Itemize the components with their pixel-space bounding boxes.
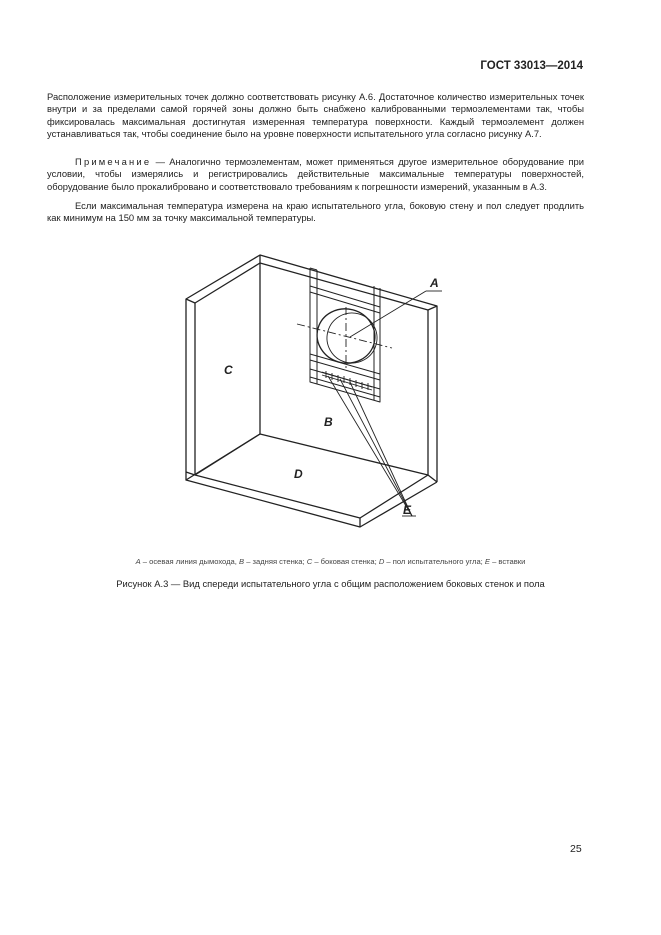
side-wall-outline [186,255,260,480]
paragraph-measurement-points: Расположение измерительных точек должно соответствовать рисунку А.6. Достаточное количество измерительных точек внутри и за пределами самой горячей зоны должно быть снабжено калиброванными термоэлементами так, чтобы фиксировалась максимальная достигнутая измеренная температура поверхности. Каждый термоэлемент должен устанавливаться так, чтобы соединение было на уровне поверхности испытательного угла согласно рисунку А.7. [47,91,584,139]
floor-outline [186,480,437,527]
figure-caption: Рисунок А.3 — Вид спереди испытательного угла с общим расположением боковых стенок и пола [116,578,545,589]
leader-e-1 [328,376,412,516]
label-b: B [324,415,333,429]
note-label: Примечание [75,156,152,167]
flue-axis-line [297,324,392,348]
document-header: ГОСТ 33013—2014 [480,60,583,72]
page-number: 25 [570,843,582,855]
label-a: A [430,276,439,290]
paragraph-note [47,156,584,193]
label-e: E [403,503,412,517]
back-wall-outline [260,255,437,482]
leader-e-2 [340,379,412,516]
figure-legend: A – осевая линия дымохода, B – задняя стенка; C – боковая стенка; D – пол испытательного угла; E – вставки [135,557,526,566]
test-corner-figure [180,250,460,530]
note-text: — Аналогично термоэлементам, может применяться другое измерительное оборудование при условии, чтобы измерялись и регистрировались действительные максимальные температуры поверхностей, оборудование было прокалибровано и соответствовало требованиям к погрешности измерений, указанным в А.3. [47,156,584,192]
label-c: C [224,363,233,377]
paragraph-extension: Если максимальная температура измерена на краю испытательного угла, боковую стену и пол следует продлить как минимум на 150 мм за точку максимальной температуры. [47,200,584,224]
leader-e-3 [350,382,412,516]
label-d: D [294,467,303,481]
